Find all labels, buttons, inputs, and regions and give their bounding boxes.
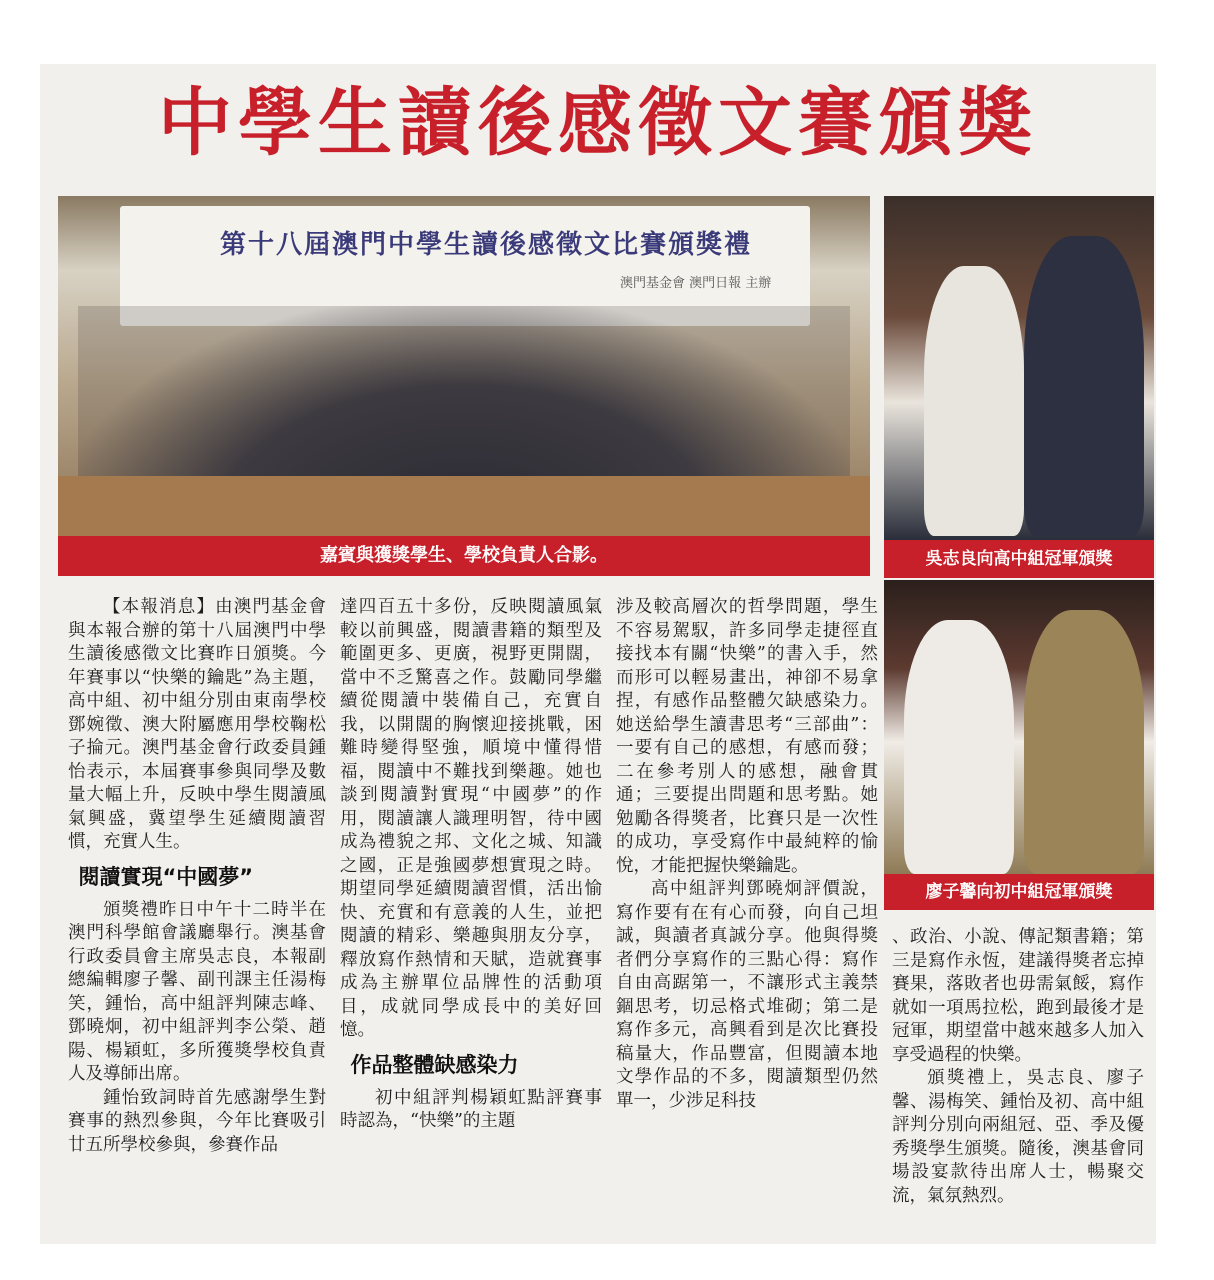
article-paragraph: 鍾怡致詞時首先感謝學生對賽事的熱烈參與，今年比賽吸引廿五所學校參與，參賽作品 xyxy=(68,1087,326,1155)
group-photo-caption: 嘉賓與獲獎學生、學校負責人合影。 xyxy=(58,536,870,576)
banner-title: 第十八屆澳門中學生讀後感徵文比賽頒獎禮 xyxy=(220,230,753,260)
article-column-2 xyxy=(340,596,602,1134)
headline: 中學生讀後感徵文賽頒獎 xyxy=(158,80,1038,166)
article-paragraph: 高中組評判鄧曉炯評價說，寫作要有在有心而發，向自己坦誠，與讀者真誠分享。他與得獎者們分享寫作的三點心得：寫作自由高踞第一，不讓形式主義禁錮思考，切忌格式堆砌；第二是寫作多元，高興看到是次比賽投稿量大，作品豐富，但閱讀本地文學作品的不多，閱讀類型仍然單一，少涉足科技 xyxy=(616,879,878,1111)
group-photo xyxy=(58,196,870,536)
student-figure xyxy=(924,266,1024,536)
article-column-4 xyxy=(892,926,1144,1208)
article-paragraph: 初中組評判楊穎虹點評賽事時認為，“快樂”的主題 xyxy=(340,1087,602,1131)
presenter-figure xyxy=(1024,236,1144,536)
subheading: 作品整體缺感染力 xyxy=(350,1052,519,1077)
student-figure xyxy=(904,620,1014,874)
stage-floor xyxy=(58,476,870,536)
article-column-1 xyxy=(68,596,326,1157)
article-paragraph: 涉及較高層次的哲學問題，學生不容易駕馭，許多同學走捷徑直接找本有關“快樂”的書入手，然而形可以輕易畫出，神卻不易拿捏，有感作品整體欠缺感染力。她送給學生讀書思考“三部曲”：一要有自己的感想，有感而發；二在參考別人的感想，融會貫通；三要提出問題和思考點。她勉勵各得獎者，比賽只是一次性的成功，享受寫作中最純粹的愉悅，才能把握快樂鑰匙。 xyxy=(616,597,878,876)
banner-organizers: 澳門基金會 澳門日報 主辦 xyxy=(620,276,772,291)
article-paragraph: 達四百五十多份，反映閱讀風氣較以前興盛，閱讀書籍的類型及範圍更多、更廣，視野更開闊，當中不乏驚喜之作。鼓勵同學繼續從閱讀中裝備自己，充實自我，以開闊的胸懷迎接挑戰，困難時變得堅強，順境中懂得惜福，閱讀中不難找到樂趣。她也談到閱讀對實現“中國夢”的作用，閱讀讓人識理明智，待中國成為禮貌之邦、文化之城、知識之國，正是強國夢想實現之時。期望同學延續閱讀習慣，活出愉快、充實和有意義的人生，並把閱讀的精彩、樂趣與朋友分享，釋放寫作熱情和天賦，造就賽事成為主辦單位品牌性的活動項目，成就同學成長中的美好回憶。 xyxy=(340,597,602,1040)
junior-award-caption: 廖子馨向初中組冠軍頒獎 xyxy=(884,874,1154,910)
senior-award-caption: 吳志良向高中組冠軍頒獎 xyxy=(884,540,1154,578)
article-paragraph: 、政治、小說、傳記類書籍；第三是寫作永恆，建議得獎者忘掉賽果，落敗者也毋需氣餒，寫作就如一項馬拉松，跑到最後才是冠軍，期望當中越來越多人加入享受過程的快樂。 xyxy=(892,927,1144,1065)
subheading: 閱讀實現“中國夢” xyxy=(78,864,254,889)
article-paragraph: 頒獎禮上，吳志良、廖子馨、湯梅笑、鍾怡及初、高中組評判分別向兩組冠、亞、季及優秀獎學生頒獎。隨後，澳基會同場設宴款待出席人士，暢聚交流，氣氛熱烈。 xyxy=(892,1068,1144,1206)
article-column-3 xyxy=(616,596,878,1113)
junior-award-photo xyxy=(884,580,1154,874)
article-paragraph: 【本報消息】由澳門基金會與本報合辦的第十八屆澳門中學生讀後感徵文比賽昨日頒獎。今年賽事以“快樂的鑰匙”為主題，高中組、初中組分別由東南學校鄧婉徵、澳大附屬應用學校鞠松子掄元。澳門基金會行政委員鍾怡表示，本屆賽事參與同學及數量大幅上升，反映中學生閱讀風氣興盛，冀望學生延續閱讀習慣，充實人生。 xyxy=(68,597,326,852)
presenter-figure xyxy=(1024,610,1144,874)
article-paragraph: 頒獎禮昨日中午十二時半在澳門科學館會議廳舉行。澳基會行政委員會主席吳志良，本報副總編輯廖子馨、副刊課主任湯梅笑，鍾怡，高中組評判陳志峰、鄧曉炯，初中組評判李公榮、趙陽、楊穎虹，多所獲獎學校負責人及導師出席。 xyxy=(68,899,326,1084)
senior-award-photo xyxy=(884,196,1154,540)
